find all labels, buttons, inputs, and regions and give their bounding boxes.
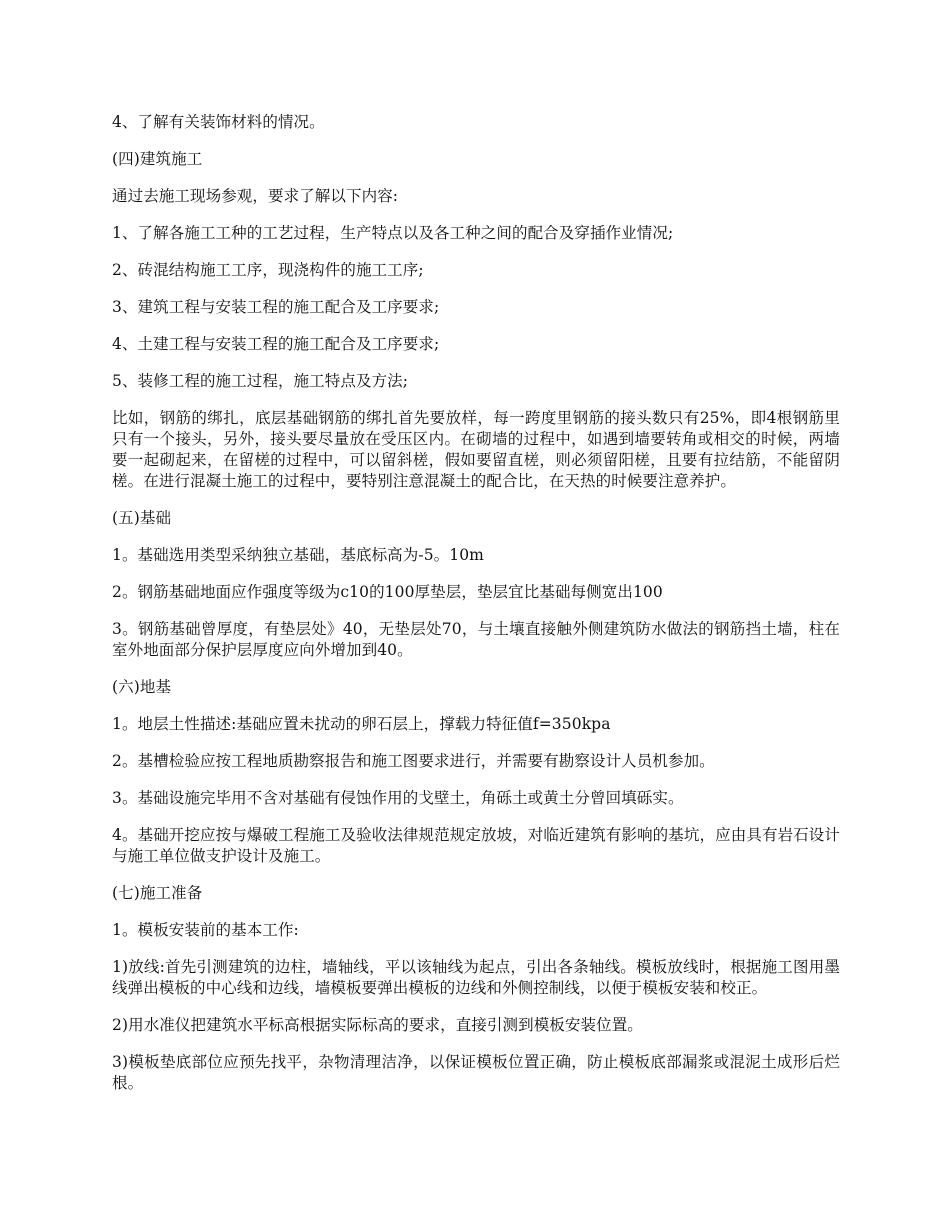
preparation-subitem-2: 2)用水准仪把建筑水平标高根据实际标高的要求，直接引测到模板安装位置。 [112, 1016, 643, 1034]
intro-paragraph: 通过去施工现场参观，要求了解以下内容: [112, 187, 399, 205]
subgrade-item-2: 2。基槽检验应按工程地质勘察报告和施工图要求进行，并需要有勘察设计人员机参加。 [112, 752, 715, 770]
foundation-item-1: 1。基础选用类型采纳独立基础，基底标高为-5。10m [112, 546, 484, 564]
section-heading-preparation: (七)施工准备 [112, 884, 203, 902]
list-item-2: 2、砖混结构施工工序，现浇构件的施工工序; [112, 261, 424, 279]
example-paragraph: 比如，钢筋的绑扎，底层基础钢筋的绑扎首先要放样，每一跨度里钢筋的接头数只有25%，即4根钢筋里只有一个接头，另外，接头要尽量放在受压区内。在砌墙的过程中，如遇到墙要转角或相交的时候，两墙要一起砌起来，在留槎的过程中，可以留斜槎，假如要留直槎，则必须留阳槎，且要有拉结筋，不能留阴槎。在进行混凝土施工的过程中，要特别注意混凝土的配合比，在天热的时候要注意养护。 [112, 409, 840, 490]
preparation-subitem-1: 1)放线:首先引测建筑的边柱，墙轴线，平以该轴线为起点，引出各条轴线。模板放线时，根据施工图用墨线弹出模板的中心线和边线，墙模板要弹出模板的边线和外侧控制线，以便于模板安装和校正。 [112, 958, 840, 997]
list-item-decoration-materials: 4、了解有关装饰材料的情况。 [112, 113, 325, 131]
subgrade-item-1: 1。地层土性描述:基础应置未扰动的卵石层上，撑载力特征值f=350kpa [112, 715, 611, 733]
preparation-subitem-3: 3)模板垫底部位应预先找平，杂物清理洁净，以保证模板位置正确，防止模板底部漏浆或混泥土成形后烂根。 [112, 1053, 840, 1092]
foundation-item-2: 2。钢筋基础地面应作强度等级为c10的100厚垫层，垫层宜比基础每侧宽出100 [112, 583, 663, 601]
list-item-3: 3、建筑工程与安装工程的施工配合及工序要求; [112, 298, 440, 316]
subgrade-item-3: 3。基础设施完毕用不含对基础有侵蚀作用的戈壁土，角砾土或黄土分曾回填砾实。 [112, 789, 684, 807]
section-heading-construction: (四)建筑施工 [112, 150, 203, 168]
list-item-4: 4、土建工程与安装工程的施工配合及工序要求; [112, 335, 440, 353]
section-heading-subgrade: (六)地基 [112, 678, 172, 696]
list-item-5: 5、装修工程的施工过程，施工特点及方法; [112, 372, 409, 390]
section-heading-foundation: (五)基础 [112, 509, 172, 527]
list-item-1: 1、了解各施工工种的工艺过程，生产特点以及各工种之间的配合及穿插作业情况; [112, 224, 674, 242]
foundation-item-3: 3。钢筋基础曾厚度，有垫层处》40，无垫层处70，与土壤直接触外侧建筑防水做法的钢筋挡土墙，柱在室外地面部分保护层厚度应向外增加到40。 [112, 620, 840, 659]
preparation-item-1: 1。模板安装前的基本工作: [112, 921, 299, 939]
subgrade-item-4: 4。基础开挖应按与爆破工程施工及验收法律规范规定放坡，对临近建筑有影响的基坑，应由具有岩石设计与施工单位做支护设计及施工。 [112, 826, 840, 865]
